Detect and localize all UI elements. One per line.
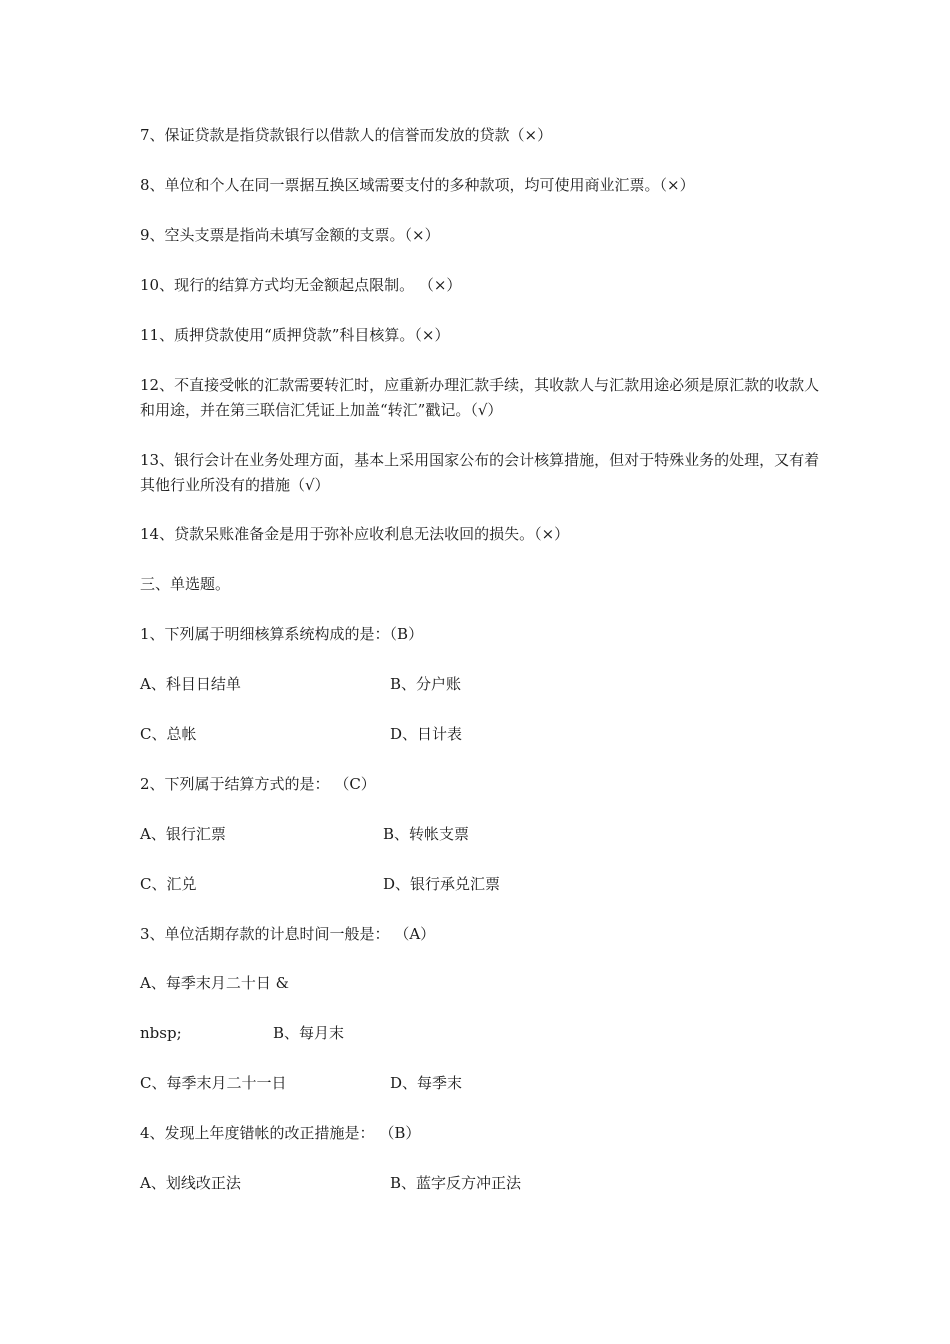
judgement-item-10: 10、现行的结算方式均无金额起点限制。 （×） — [140, 276, 462, 294]
judgement-item-9: 9、空头支票是指尚未填写金额的支票。（×） — [140, 226, 440, 244]
question-1-stem: 1、下列属于明细核算系统构成的是：（B） — [140, 625, 424, 643]
question-3-option-a-continued: nbsp; — [140, 1024, 182, 1042]
question-2-option-a: A、银行汇票 — [140, 825, 226, 843]
question-1-option-b: B、分户账 — [390, 675, 462, 693]
judgement-item-14: 14、贷款呆账准备金是用于弥补应收利息无法收回的损失。（×） — [140, 525, 570, 543]
question-2-option-c: C、汇兑 — [140, 875, 197, 893]
question-2-stem: 2、下列属于结算方式的是： （C） — [140, 775, 376, 793]
question-3-option-d: D、每季末 — [390, 1074, 463, 1092]
judgement-item-12: 12、不直接受帐的汇款需要转汇时，应重新办理汇款手续，其收款人与汇款用途必须是原汇款的收款人和用途，并在第三联信汇凭证上加盖“转汇”戳记。（√） — [140, 376, 820, 419]
question-3-option-c: C、每季末月二十一日 — [140, 1074, 287, 1092]
question-4-option-b: B、蓝字反方冲正法 — [390, 1174, 522, 1192]
question-3-option-a: A、每季末月二十日 & — [140, 974, 289, 992]
question-1-option-a: A、科目日结单 — [140, 675, 241, 693]
question-4-option-a: A、划线改正法 — [140, 1174, 241, 1192]
question-3-stem: 3、单位活期存款的计息时间一般是： （A） — [140, 925, 436, 943]
judgement-item-13: 13、银行会计在业务处理方面，基本上采用国家公布的会计核算措施，但对于特殊业务的处理，又有着其他行业所没有的措施（√） — [140, 451, 820, 494]
question-3-option-b: B、每月末 — [273, 1024, 345, 1042]
section-title: 三、单选题。 — [140, 575, 231, 593]
question-4-stem: 4、发现上年度错帐的改正措施是： （B） — [140, 1124, 421, 1142]
judgement-item-7: 7、保证贷款是指贷款银行以借款人的信誉而发放的贷款（×） — [140, 126, 553, 144]
judgement-item-11: 11、质押贷款使用“质押贷款”科目核算。（×） — [140, 326, 450, 344]
question-1-option-d: D、日计表 — [390, 725, 463, 743]
question-2-option-d: D、银行承兑汇票 — [383, 875, 501, 893]
judgement-item-8: 8、单位和个人在同一票据互换区域需要支付的多种款项，均可使用商业汇票。（×） — [140, 176, 695, 194]
question-1-option-c: C、总帐 — [140, 725, 197, 743]
question-2-option-b: B、转帐支票 — [383, 825, 470, 843]
